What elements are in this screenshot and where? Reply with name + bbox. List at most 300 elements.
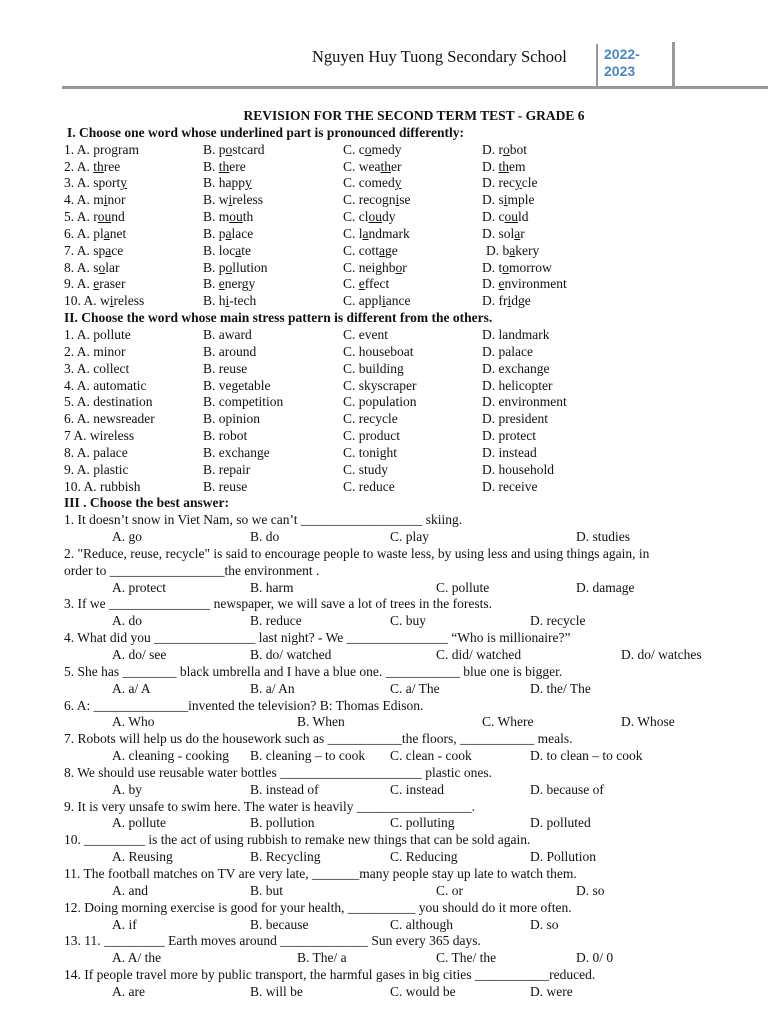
answer-option: D. Pollution [530, 849, 597, 865]
year-end: 2023 [604, 63, 636, 79]
option: 6. A. newsreader [64, 411, 155, 427]
question-row [64, 445, 764, 462]
answer-options [64, 917, 764, 934]
option [482, 209, 529, 226]
option-text: C. l [343, 225, 363, 241]
answer-option: C. clean - cook [390, 748, 472, 764]
answer-options [64, 529, 764, 546]
answer-options [64, 782, 764, 799]
answer-option: A. cleaning - cooking [112, 748, 229, 764]
option: 7 A. wireless [64, 428, 135, 444]
question-row [64, 226, 764, 243]
underlined-part: i [395, 192, 400, 208]
answer-option: B. harm [250, 579, 294, 595]
answer-option: B. instead of [250, 781, 319, 797]
option [64, 159, 120, 176]
answer-option: D. so [530, 916, 559, 932]
underlined-part: o [225, 259, 233, 275]
question-row [64, 209, 764, 226]
option-text: lace [231, 225, 254, 241]
option [482, 226, 525, 243]
option [482, 175, 537, 192]
answer-option: A. pollute [112, 815, 166, 831]
option [64, 209, 125, 226]
answer-options [64, 681, 764, 698]
option: C. study [343, 461, 389, 477]
option-text: morrow [509, 259, 552, 275]
question-text: 14. If people travel more by public transport, the harmful gases in big cities ___________reduced. [64, 967, 596, 983]
question-text: 2. "Reduce, reuse, recycle" is said to encourage people to waste less, by using less and using things again, in [64, 545, 650, 561]
underlined-part: y [394, 175, 402, 191]
option-text: C. cl [343, 209, 369, 225]
option [482, 293, 531, 310]
option: 10. A. rubbish [64, 478, 141, 494]
answer-options [64, 849, 764, 866]
option [343, 276, 389, 293]
answer-option: A. a/ A [112, 680, 151, 696]
option: 5. A. destination [64, 394, 153, 410]
option-text: lar [105, 259, 120, 275]
option-text: D. r [482, 141, 503, 157]
option-text: ld [518, 209, 529, 225]
option: B. reuse [203, 360, 248, 376]
option-text: 2. A. [64, 158, 94, 174]
question-row [64, 411, 764, 428]
underlined-part: o [395, 259, 403, 275]
option-text: C. comed [343, 175, 395, 191]
option-text: bot [509, 141, 528, 157]
answer-option: D. so [576, 882, 605, 898]
option: C. reduce [343, 478, 395, 494]
answer-option: D. do/ watches [621, 647, 702, 662]
underlined-part: ou [368, 209, 382, 225]
option-text: ce [111, 242, 124, 258]
option: B. robot [203, 428, 248, 444]
option [343, 293, 411, 310]
section-2-rows [64, 327, 764, 495]
question-row [64, 378, 764, 395]
answer-option: A. do [112, 613, 142, 629]
question-row [64, 175, 764, 192]
question-text: 6. A: ______________invented the television? B: Thomas Edison. [64, 697, 424, 713]
answer-options [64, 714, 764, 731]
option: C. building [343, 360, 404, 376]
option: D. protect [482, 428, 536, 444]
answer-option: B. do [250, 529, 280, 545]
question-row [64, 276, 764, 293]
question-text: 12. Doing morning exercise is good for your health, __________ you should do it more often. [64, 899, 572, 915]
answer-option: A. protect [112, 579, 166, 595]
option-text: 1. A. pro [64, 141, 112, 157]
option-text: D. c [482, 209, 505, 225]
option: B. repair [203, 461, 251, 477]
question-text: 5. She has ________ black umbrella and I have a blue one. ___________ blue one is bigger. [64, 663, 563, 679]
option [482, 260, 552, 277]
answer-option: B. cleaning – to cook [250, 748, 366, 764]
option-text: C. cott [343, 242, 379, 258]
answer-option: D. the/ The [530, 680, 591, 696]
answer-option: C. buy [390, 613, 427, 629]
option-text: r [402, 259, 407, 275]
answer-option: C. although [390, 916, 453, 932]
question-row [64, 142, 764, 159]
option-text: nergy [224, 276, 256, 292]
option-text: B. p [203, 259, 226, 275]
answer-option: B. a/ An [250, 680, 295, 696]
option-text: 10. A. w [64, 293, 110, 309]
option-text: dy [382, 209, 396, 225]
underlined-part: th [380, 158, 392, 174]
underlined-part: e [93, 276, 100, 292]
option: D. president [482, 411, 548, 427]
underlined-part: e [498, 276, 505, 292]
answer-option: A. if [112, 916, 137, 932]
answer-option: C. Reducing [390, 849, 458, 865]
question-row [64, 243, 764, 260]
answer-option: B. will be [250, 983, 303, 999]
underlined-part: a [379, 242, 385, 258]
option-text: stcard [232, 141, 265, 157]
answer-option: C. did/ watched [436, 647, 522, 662]
answer-options [64, 613, 764, 630]
option-text: ndmark [368, 225, 410, 241]
option: D. environment [482, 394, 567, 410]
answer-option: B. The/ a [297, 950, 347, 966]
underlined-part: a [103, 225, 110, 241]
option: D. landmark [482, 326, 550, 342]
option-text: C. [343, 276, 359, 292]
underlined-part: o [364, 141, 372, 157]
page-header [0, 0, 768, 92]
answer-option: A. Reusing [112, 849, 173, 865]
option-text: er [391, 158, 402, 174]
underlined-part: o [98, 259, 106, 275]
option [343, 142, 402, 159]
underlined-part: th [498, 158, 510, 174]
answer-option: B. do/ watched [250, 647, 332, 662]
option-text: ere [229, 158, 246, 174]
answer-option: A. A/ the [112, 950, 162, 966]
option [482, 142, 527, 159]
underlined-part: e [218, 276, 225, 292]
option-text: 4. A. m [64, 192, 104, 208]
question-row [64, 361, 764, 378]
option-text: dge [511, 293, 531, 309]
answer-options [64, 815, 764, 832]
option-text: nvironment [504, 276, 567, 292]
option [203, 293, 256, 310]
answer-option: C. would be [390, 983, 456, 999]
option [343, 260, 407, 277]
answer-option: D. studies [576, 529, 630, 545]
question-row [64, 462, 764, 479]
option: 3. A. collect [64, 360, 130, 376]
answer-option: C. The/ the [436, 950, 497, 966]
underlined-part: i [382, 293, 386, 309]
option: D. helicopter [482, 377, 553, 393]
option-text: D. b [486, 242, 510, 258]
option-text: C. neighb [343, 259, 396, 275]
option-text: reless [113, 293, 145, 309]
option: D. exchange [482, 360, 550, 376]
option: B. vegetable [203, 377, 271, 393]
underlined-part: a [225, 225, 232, 241]
answer-option: D. polluted [530, 815, 591, 831]
question-text: 10. _________ is the act of using rubbish to remake new things that can be sold again. [64, 832, 531, 848]
answer-option: B. Recycling [250, 849, 321, 865]
underlined-part: o [225, 141, 233, 157]
option-text: 3. A. sport [64, 175, 121, 191]
option-text: kery [515, 242, 540, 258]
underlined-part: i [103, 192, 108, 208]
answer-option: C. a/ The [390, 680, 440, 696]
option-text: se [399, 192, 411, 208]
underlined-part: ou [97, 209, 112, 225]
option-text: cle [521, 175, 538, 191]
option [203, 226, 253, 243]
option [203, 209, 253, 226]
answer-option: A. Who [112, 714, 155, 730]
option [64, 276, 126, 293]
option [203, 159, 246, 176]
underlined-part: o [502, 259, 509, 275]
answer-options [64, 647, 764, 664]
option: B. exchange [203, 444, 270, 460]
option-text: ge [385, 242, 398, 258]
option: B. competition [203, 394, 284, 410]
section-3-questions [64, 512, 764, 1000]
underlined-part: a [235, 242, 242, 258]
underlined-part: ou [504, 209, 518, 225]
question-text: 4. What did you _______________ last night? - We _______________ “Who is millionaire?” [64, 630, 571, 646]
underlined-part: i [225, 293, 230, 309]
option-text: B. w [203, 192, 229, 208]
answer-option: C. play [390, 529, 429, 545]
option: 8. A. palace [64, 444, 128, 460]
option [64, 260, 120, 277]
answer-option: D. because of [530, 781, 604, 797]
underlined-part: g [111, 141, 118, 157]
option-text: 8. A. s [64, 259, 99, 275]
option: C. event [343, 326, 388, 342]
option-text: 9. A. [64, 276, 94, 292]
underlined-part: i [507, 293, 512, 309]
option-text: 6. A. pl [64, 225, 104, 241]
underlined-part: a [514, 225, 521, 241]
option: C. tonight [343, 444, 398, 460]
option: B. award [203, 326, 252, 342]
answer-option: A. are [112, 983, 145, 999]
option-text: 5. A. r [64, 209, 98, 225]
option-text: r [520, 225, 525, 241]
answer-option: C. instead [390, 781, 444, 797]
answer-option: B. reduce [250, 613, 302, 629]
question-row [64, 293, 764, 310]
school-name: Nguyen Huy Tuong Secondary School [312, 47, 567, 66]
answer-options [64, 984, 764, 1001]
option-text: D. rec [482, 175, 515, 191]
option-text: -tech [229, 293, 257, 309]
worksheet [64, 108, 764, 1001]
underlined-part: y [120, 175, 128, 191]
underlined-part: a [509, 242, 516, 258]
answer-options [64, 883, 764, 900]
option [64, 192, 126, 209]
worksheet-title: REVISION FOR THE SECOND TERM TEST - GRADE 6 [243, 108, 585, 123]
option [203, 142, 265, 159]
option [203, 243, 251, 260]
answer-option: D. Whose [621, 714, 675, 730]
option [203, 192, 263, 209]
answer-option: D. were [530, 983, 573, 999]
answer-options [64, 580, 764, 597]
option-text: C. appl [343, 293, 382, 309]
option-text: B. p [203, 225, 226, 241]
answer-options [64, 950, 764, 967]
question-text: 7. Robots will help us do the housework such as ___________the floors, ___________ meals. [64, 731, 573, 747]
option [64, 226, 126, 243]
option-text: C. wea [343, 158, 381, 174]
option-text: em [509, 158, 526, 174]
option [64, 142, 139, 159]
answer-option: D. 0/ 0 [576, 950, 614, 966]
option: C. product [343, 428, 400, 444]
option-text: D. sol [482, 225, 515, 241]
option [203, 175, 252, 192]
answer-option: A. do/ see [112, 647, 167, 662]
option-text: C. c [343, 141, 365, 157]
underlined-part: i [228, 192, 233, 208]
option: C. population [343, 394, 417, 410]
option: 2. A. minor [64, 343, 126, 359]
option-text: reless [232, 192, 264, 208]
option-text: D. [482, 276, 499, 292]
option [64, 293, 144, 310]
option: C. skyscraper [343, 377, 417, 393]
option [343, 243, 398, 260]
option-text: D. s [482, 192, 504, 208]
answer-option: A. go [112, 529, 142, 545]
option [64, 243, 123, 260]
question-row [64, 479, 764, 496]
option [482, 192, 535, 209]
option: 4. A. automatic [64, 377, 147, 393]
answer-option: D. damage [576, 579, 635, 595]
option [343, 175, 402, 192]
option-text: C. recogn [343, 192, 396, 208]
question-text: 1. It doesn’t snow in Viet Nam, so we can’t __________________ skiing. [64, 512, 463, 528]
header-divider [596, 44, 598, 86]
option-text: B. loc [203, 242, 236, 258]
answer-option: B. pollution [250, 815, 315, 831]
question-row [64, 344, 764, 361]
section-1-rows [64, 142, 764, 310]
underlined-part: e [358, 276, 365, 292]
question-text-cont: order to _________________the environment . [64, 562, 320, 578]
option [343, 226, 410, 243]
underlined-part: y [514, 175, 522, 191]
underlined-part: a [362, 225, 369, 241]
option-text: ance [385, 293, 411, 309]
option-text: mple [507, 192, 535, 208]
option-text: B. [203, 276, 219, 292]
section-1-heading: I. Choose one word whose underlined part is pronounced differently: [67, 124, 465, 140]
option-text: nd [111, 209, 125, 225]
option: D. palace [482, 343, 533, 359]
option-text: D. fr [482, 293, 508, 309]
option-text: raser [99, 276, 126, 292]
question-row [64, 327, 764, 344]
option-text: B. m [203, 209, 230, 225]
option [343, 209, 396, 226]
option: D. receive [482, 478, 538, 494]
section-2-heading: II. Choose the word whose main stress pattern is different from the others. [64, 310, 493, 326]
section-3-heading: III . Choose the best answer: [64, 495, 229, 511]
option [203, 260, 268, 277]
question-row [64, 428, 764, 445]
question-row [64, 159, 764, 176]
option-text: net [109, 225, 127, 241]
underlined-part: o [503, 141, 510, 157]
option: D. instead [482, 444, 537, 460]
question-text: 13. 11. _________ Earth moves around _____________ Sun every 365 days. [64, 933, 481, 949]
answer-option: C. Where [482, 714, 534, 730]
option: B. around [203, 343, 257, 359]
option: C. recycle [343, 411, 398, 427]
option: 1. A. pollute [64, 326, 131, 342]
option-text: B. p [203, 141, 226, 157]
year-start: 2022- [604, 46, 640, 62]
underlined-part: i [109, 293, 114, 309]
question-text: 8. We should use reusable water bottles _____________________ plastic ones. [64, 764, 492, 780]
option-text: ram [118, 141, 139, 157]
option-text: llution [232, 259, 268, 275]
answer-option: A. and [112, 882, 148, 898]
underlined-part: th [93, 158, 104, 174]
option-text: th [242, 209, 254, 225]
underlined-part: th [218, 158, 230, 174]
answer-option: D. to clean – to cook [530, 748, 643, 764]
option [64, 175, 127, 192]
question-text: 3. If we _______________ newspaper, we will save a lot of trees in the forests. [64, 596, 492, 612]
header-divider-right [672, 42, 675, 86]
option: C. houseboat [343, 343, 414, 359]
answer-options [64, 748, 764, 765]
underlined-part: i [503, 192, 508, 208]
question-row [64, 192, 764, 209]
question-row [64, 394, 764, 411]
answer-option: B. because [250, 916, 309, 932]
option-text: medy [371, 141, 402, 157]
option: D. household [482, 461, 554, 477]
school-year [604, 46, 640, 80]
option-text: B. [203, 158, 219, 174]
option-text: B. happ [203, 175, 245, 191]
answer-option: B. but [250, 882, 284, 898]
option: 9. A. plastic [64, 461, 129, 477]
question-text: 9. It is very unsafe to swim here. The water is heavily _________________. [64, 798, 476, 814]
option-text: D. t [482, 259, 503, 275]
answer-option: D. recycle [530, 613, 586, 629]
option-text: B. h [203, 293, 226, 309]
option-text: ffect [364, 276, 390, 292]
answer-option: C. pollute [436, 579, 490, 595]
question-text: 11. The football matches on TV are very late, _______many people stay up late to watch them. [64, 865, 577, 881]
header-rule [62, 86, 768, 89]
option-text: D. [482, 158, 499, 174]
option [343, 159, 402, 176]
question-row [64, 260, 764, 277]
